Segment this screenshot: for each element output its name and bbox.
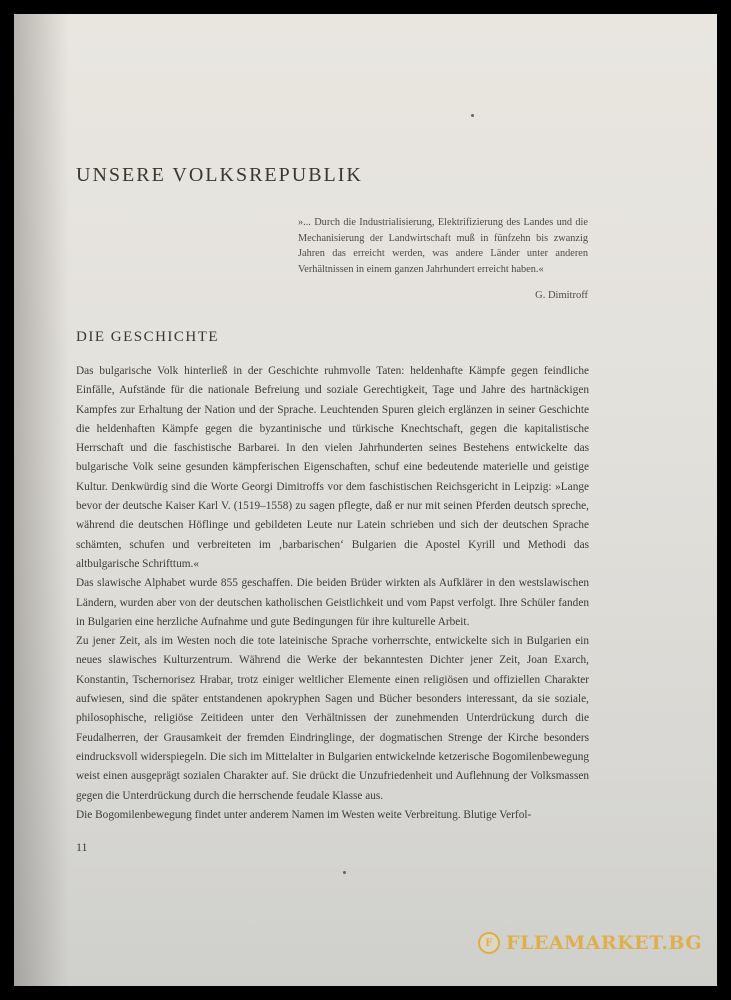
paragraph: Das slawische Alphabet wurde 855 geschaffen. Die beiden Brüder wirkten als Aufklärer in den westslawischen Ländern, wurden aber von der deutschen katholischen Geistlichkeit und vom Papst verfolgt. Ihre Schüler fanden in Bulgarien eine herzliche Aufnahme und gute Bedingungen für ihre kulturelle Arbeit. <box>76 577 589 628</box>
watermark-logo <box>478 932 702 954</box>
ink-speck <box>343 871 346 874</box>
page-title: UNSERE VOLKSREPUBLIK <box>76 164 363 186</box>
section-title: DIE GESCHICHTE <box>76 329 220 345</box>
watermark-badge-icon: F <box>478 932 500 954</box>
epigraph-quote: »... Durch die Industrialisierung, Elektrifizierung des Landes und die Mechanisierung der Landwirtschaft muß in fünfzehn bis zwanzig Jahren das erreicht werden, was andere Länder unter anderen Verhältnissen in einem ganzen Jahrhundert erreicht haben.« <box>298 217 588 275</box>
watermark-text: FLEAMARKET.BG <box>506 932 703 954</box>
paragraph: Zu jener Zeit, als im Westen noch die tote lateinische Sprache vorherrschte, entwickelte sich in Bulgarien ein neues slawisches Kulturzentrum. Während die Werke der bekanntesten Dichter jener Zeit, Joan Exarch, Konstantin, Tschernorisez Hrabar, trotz einiger weltlicher Elemente einen religiösen und offiziellen Charakter aufwiesen, sind die später entstandenen apokryphen Sagen und Bücher besonders interessant, da sie soziale, philosophische, religiöse Zeitideen unter den Verhältnissen der zunehmenden Unterdrückung durch die Feudalherren, der Grausamkeit der fremden Eindringlinge, der dogmatischen Strenge der Kirche besonders eindrucksvoll widerspiegeln. Die sich im Mittelalter in Bulgarien entwickelnde ketzerische Bogomilenbewegung weist einen ausgeprägt sozialen Charakter auf. Sie drückt die Unzufriedenheit und Auflehnung der Volksmassen gegen die Unterdrückung durch die herrschende feudale Klasse aus. <box>76 635 589 802</box>
epigraph-author: G. Dimitroff <box>535 290 588 301</box>
page-gutter-shadow <box>14 14 69 986</box>
body-text <box>76 362 589 825</box>
paragraph: Das bulgarische Volk hinterließ in der Geschichte ruhmvolle Taten: heldenhafte Kämpfe gegen feindliche Einfälle, Aufstände für die nationale Befreiung und soziale Gerechtigkeit, Tage und Jahre des hartnäckigen Kampfes zur Erhaltung der Nation und der Sprache. Leuchtenden Spuren gleich erglänzen in seiner Geschichte die heldenhaften Kämpfe gegen die byzantinische und türkische Knechtschaft, gegen die kapitalistische Herrschaft und die faschistische Barbarei. In den vielen Jahrhunderten seines Bestehens entwickelte das bulgarische Volk seine gesunden kämpferischen Eigenschaften, schuf eine bedeutende materielle und geistige Kultur. Denkwürdig sind die Worte Georgi Dimitroffs vor dem faschistischen Reichsgericht in Leipzig: »Lange bevor der deutsche Kaiser Karl V. (1519–1558) zu sagen pflegte, daß er nur mit seinen Pferden deutsch spreche, während die deutschen Höflinge und gebildeten Leute nur Latein schrieben und sich der deutschen Sprache schämten, schufen und verbreiteten im ‚barbarischen‘ Bulgarien die Apostel Kyrill und Methodi das altbulgarische Schrifttum.« <box>76 365 589 570</box>
page-number: 11 <box>76 840 88 854</box>
ink-speck <box>471 114 474 117</box>
book-page <box>14 14 717 986</box>
paragraph: Die Bogomilenbewegung findet unter anderem Namen im Westen weite Verbreitung. Blutige Verfol- <box>76 808 532 821</box>
